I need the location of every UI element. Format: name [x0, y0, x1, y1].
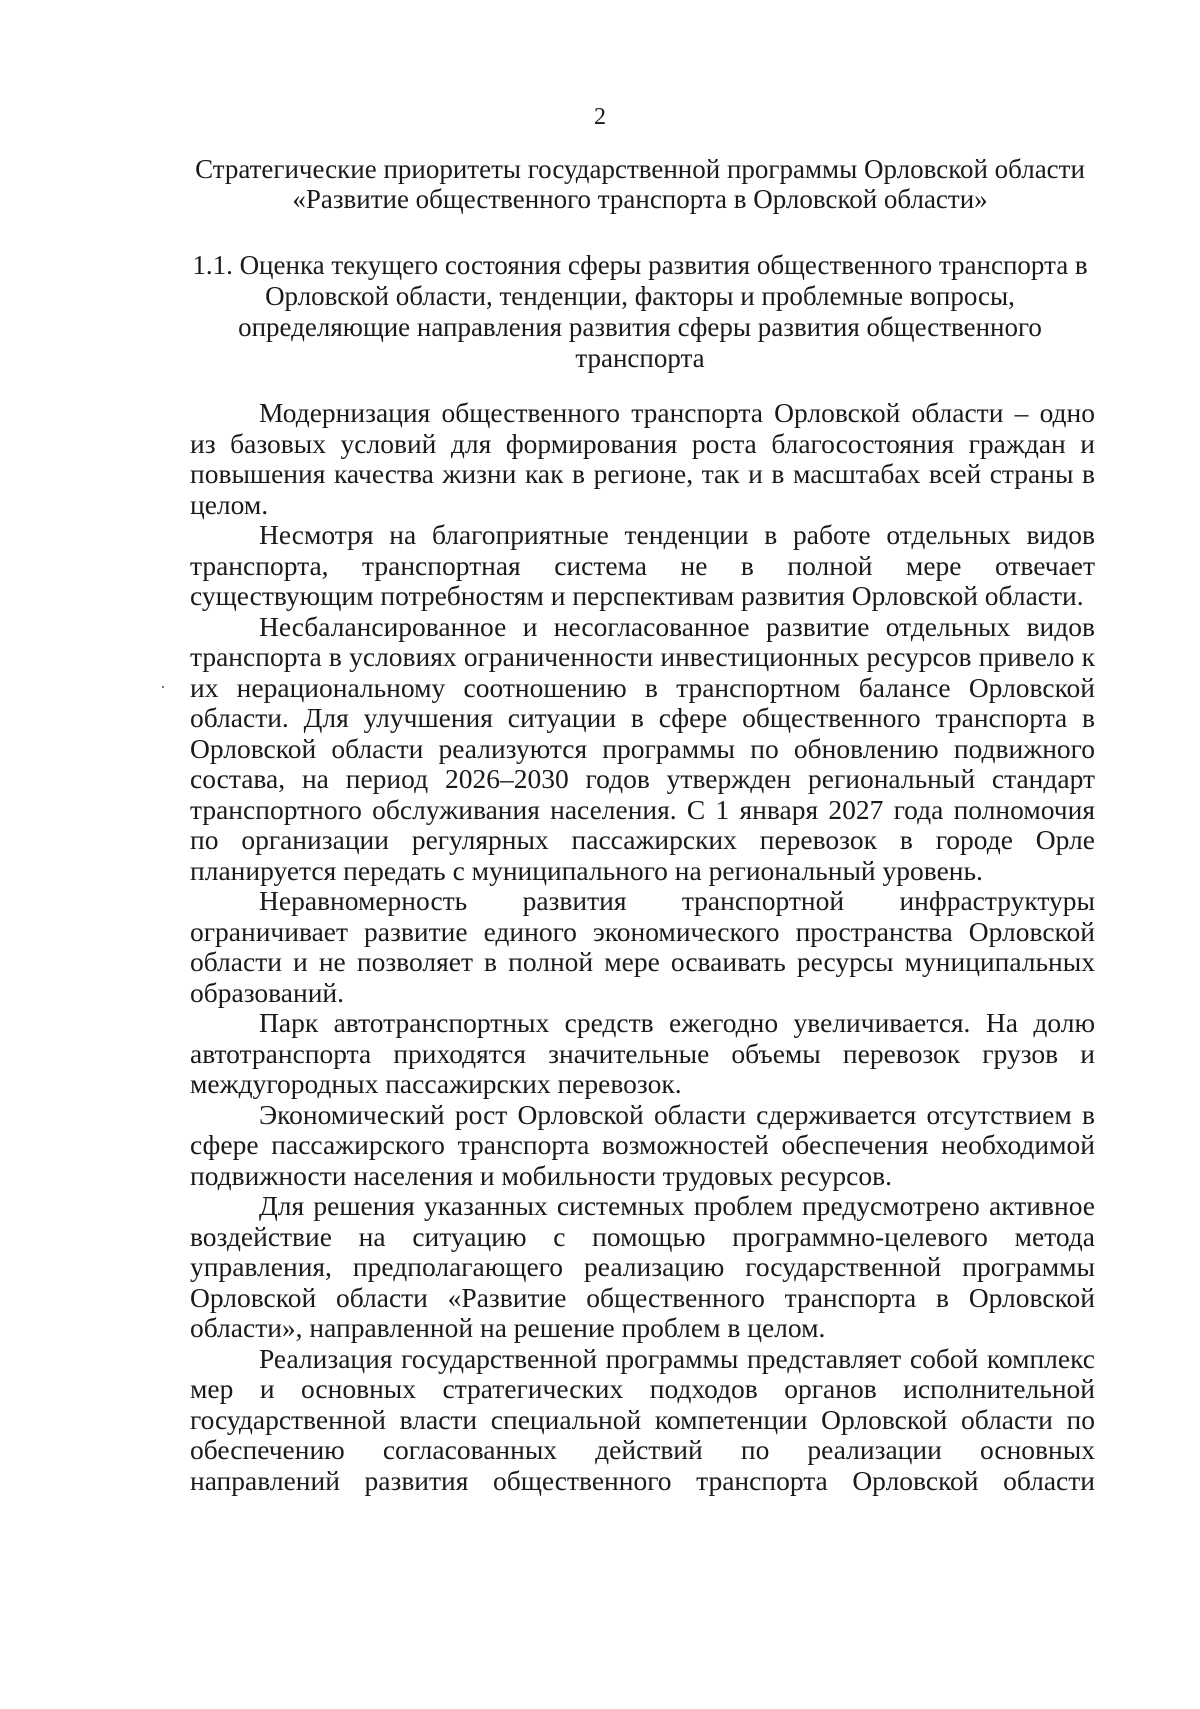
scan-speck — [162, 686, 164, 688]
paragraph: Неравномерность развития транспортной инфраструктуры ограничивает развитие единого экономического пространства Орловской области и не позволяет в полной мере осваивать ресурсы муниципальных образований. — [190, 885, 1095, 1008]
paragraph: Реализация государственной программы представляет собой комплекс мер и основных стратегических подходов органов исполнительной государственной власти специальной компетенции Орловской области по обеспечению согласованных действий по реализации основных направлений развития общественного транспорта Орловской области — [190, 1342, 1095, 1496]
paragraph: Модернизация общественного транспорта Орловской области – одно из базовых условий для формирования роста благосостояния граждан и повышения качества жизни как в регионе, так и в масштабах всей страны в целом. — [190, 397, 1095, 520]
paragraph: Несмотря на благоприятные тенденции в работе отдельных видов транспорта, транспортная система не в полной мере отвечает существующим потребностям и перспективам развития Орловской области. — [190, 519, 1095, 611]
paragraph: Парк автотранспортных средств ежегодно увеличивается. На долю автотранспорта приходятся значительные объемы перевозок грузов и междугородных пассажирских перевозок. — [190, 1007, 1095, 1099]
section-heading: 1.1. Оценка текущего состояния сферы развития общественного транспорта в Орловской области, тенденции, факторы и проблемные вопросы, определяющие направления развития сферы развития общественного транспорта — [192, 250, 1088, 373]
paragraph: Для решения указанных системных проблем предусмотрено активное воздействие на ситуацию с помощью программно-целевого метода управления, предполагающего реализацию государственной программы Орловской области «Развитие общественного транспорта в Орловской области», направленной на решение проблем в целом. — [190, 1190, 1095, 1343]
body-text — [190, 398, 1095, 1496]
paragraph: Несбалансированное и несогласованное развитие отдельных видов транспорта в условиях ограниченности инвестиционных ресурсов привело к их нерациональному соотношению в транспортном балансе Орловской области. Для улучшения ситуации в сфере общественного транспорта в Орловской области реализуются программы по обновлению подвижного состава, на период 2026–2030 годов утвержден региональный стандарт транспортного обслуживания населения. С 1 января 2027 года полномочия по организации регулярных пассажирских перевозок в городе Орле планируется передать с муниципального на региональный уровень. — [190, 610, 1095, 886]
document-title: Стратегические приоритеты государственной программы Орловской области «Развитие общественного транспорта в Орловской области» — [195, 154, 1085, 214]
page-number: 2 — [594, 104, 606, 130]
paragraph: Экономический рост Орловской области сдерживается отсутствием в сфере пассажирского транспорта возможностей обеспечения необходимой подвижности населения и мобильности трудовых ресурсов. — [190, 1098, 1095, 1191]
